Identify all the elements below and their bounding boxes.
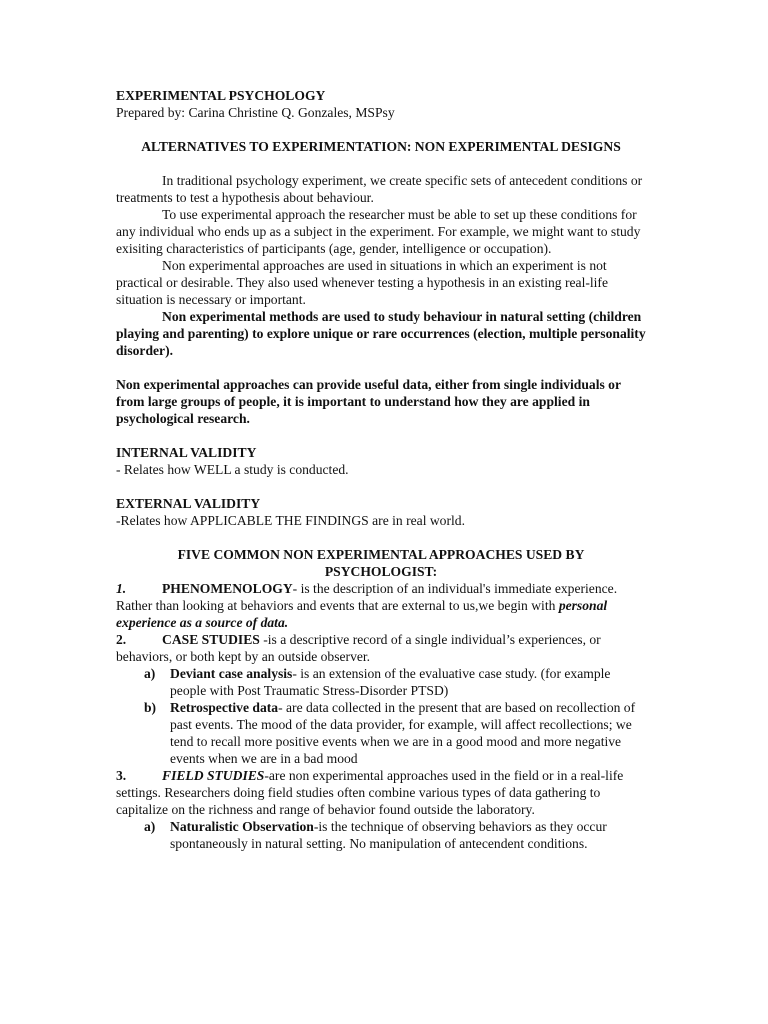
internal-validity-text: - Relates how WELL a study is conducted. — [116, 462, 349, 477]
item-number: 2. — [116, 632, 127, 647]
item-term: FIELD STUDIES — [162, 768, 265, 783]
item-text: -are non experimental approaches used in the field or in a real-life settings. Researchers doing field studies often combine various types of data gathering to capitalize on the richness and range of behavior found outside the laboratory. — [116, 768, 624, 817]
paragraph-2: To use experimental approach the researcher must be able to set up these conditions for any individual who ends up as a subject in the experiment. For example, we might want to study exisiting characteristics of participants (age, gender, intelligence or occupation). — [116, 207, 641, 256]
subitem-term: Naturalistic Observation — [170, 819, 314, 834]
item-phenomenology — [116, 580, 646, 631]
item-number: 1. — [116, 581, 127, 596]
paragraph-1: In traditional psychology experiment, we create specific sets of antecedent conditions or treatments to test a hypothesis about behaviour. — [116, 173, 643, 205]
subitem-text: -is the technique of observing behaviors as they occur spontaneously in natural setting. No manipulation of antecendent conditions. — [170, 819, 607, 851]
item-emphasis: personal experience as a source of data. — [116, 598, 608, 630]
subitem-retrospective-data — [116, 699, 646, 767]
item-text: -is a descriptive record of a single individual’s experiences, or behaviors, or both kept by an outside observer. — [116, 632, 601, 664]
paragraph-3: Non experimental approaches are used in situations in which an experiment is not practical or desirable. They also used whenever testing a hypothesis in an existing real-life situation is necessary or important. — [116, 258, 608, 307]
prepared-by: Prepared by: Carina Christine Q. Gonzales, MSPsy — [116, 105, 395, 120]
item-term: CASE STUDIES — [162, 632, 260, 647]
item-field-studies — [116, 767, 646, 818]
external-validity-heading: EXTERNAL VALIDITY — [116, 496, 261, 511]
subitem-term: Deviant case analysis — [170, 666, 293, 681]
document-body — [116, 87, 646, 852]
subitem-deviant-case — [116, 665, 646, 699]
subitem-term: Retrospective data — [170, 700, 279, 715]
subitem-label: a) — [144, 819, 156, 834]
item-case-studies — [116, 631, 646, 665]
external-validity-text: -Relates how APPLICABLE THE FINDINGS are in real world. — [116, 513, 465, 528]
course-title: EXPERIMENTAL PSYCHOLOGY — [116, 88, 326, 103]
internal-validity-heading: INTERNAL VALIDITY — [116, 445, 257, 460]
paragraph-5: Non experimental approaches can provide useful data, either from single individuals or from large groups of people, it is important to understand how they are applied in psychological research. — [116, 377, 621, 426]
document-title: ALTERNATIVES TO EXPERIMENTATION: NON EXPERIMENTAL DESIGNS — [141, 139, 621, 154]
subitem-text: - is an extension of the evaluative case study. (for example people with Post Traumatic Stress-Disorder PTSD) — [170, 666, 611, 698]
subitem-label: a) — [144, 666, 156, 681]
subitem-label: b) — [144, 700, 157, 715]
item-term: PHENOMENOLOGY — [162, 581, 293, 596]
subitem-text: - are data collected in the present that are based on recollection of past events. The mood of the data provider, for example, will affect recollections; we tend to recall more positive events when we are in a good mood and more negative events when we are in a bad mood — [170, 700, 636, 766]
subitem-naturalistic-observation — [116, 818, 646, 852]
item-text: - is the description of an individual's immediate experience. Rather than looking at behaviors and events that are external to us,we begin with — [116, 581, 618, 613]
five-approaches-heading: FIVE COMMON NON EXPERIMENTAL APPROACHES USED BY PSYCHOLOGIST: — [177, 547, 585, 579]
paragraph-4: Non experimental methods are used to study behaviour in natural setting (children playing and parenting) to explore unique or rare occurrences (election, multiple personality disorder). — [116, 309, 646, 358]
item-number: 3. — [116, 768, 127, 783]
